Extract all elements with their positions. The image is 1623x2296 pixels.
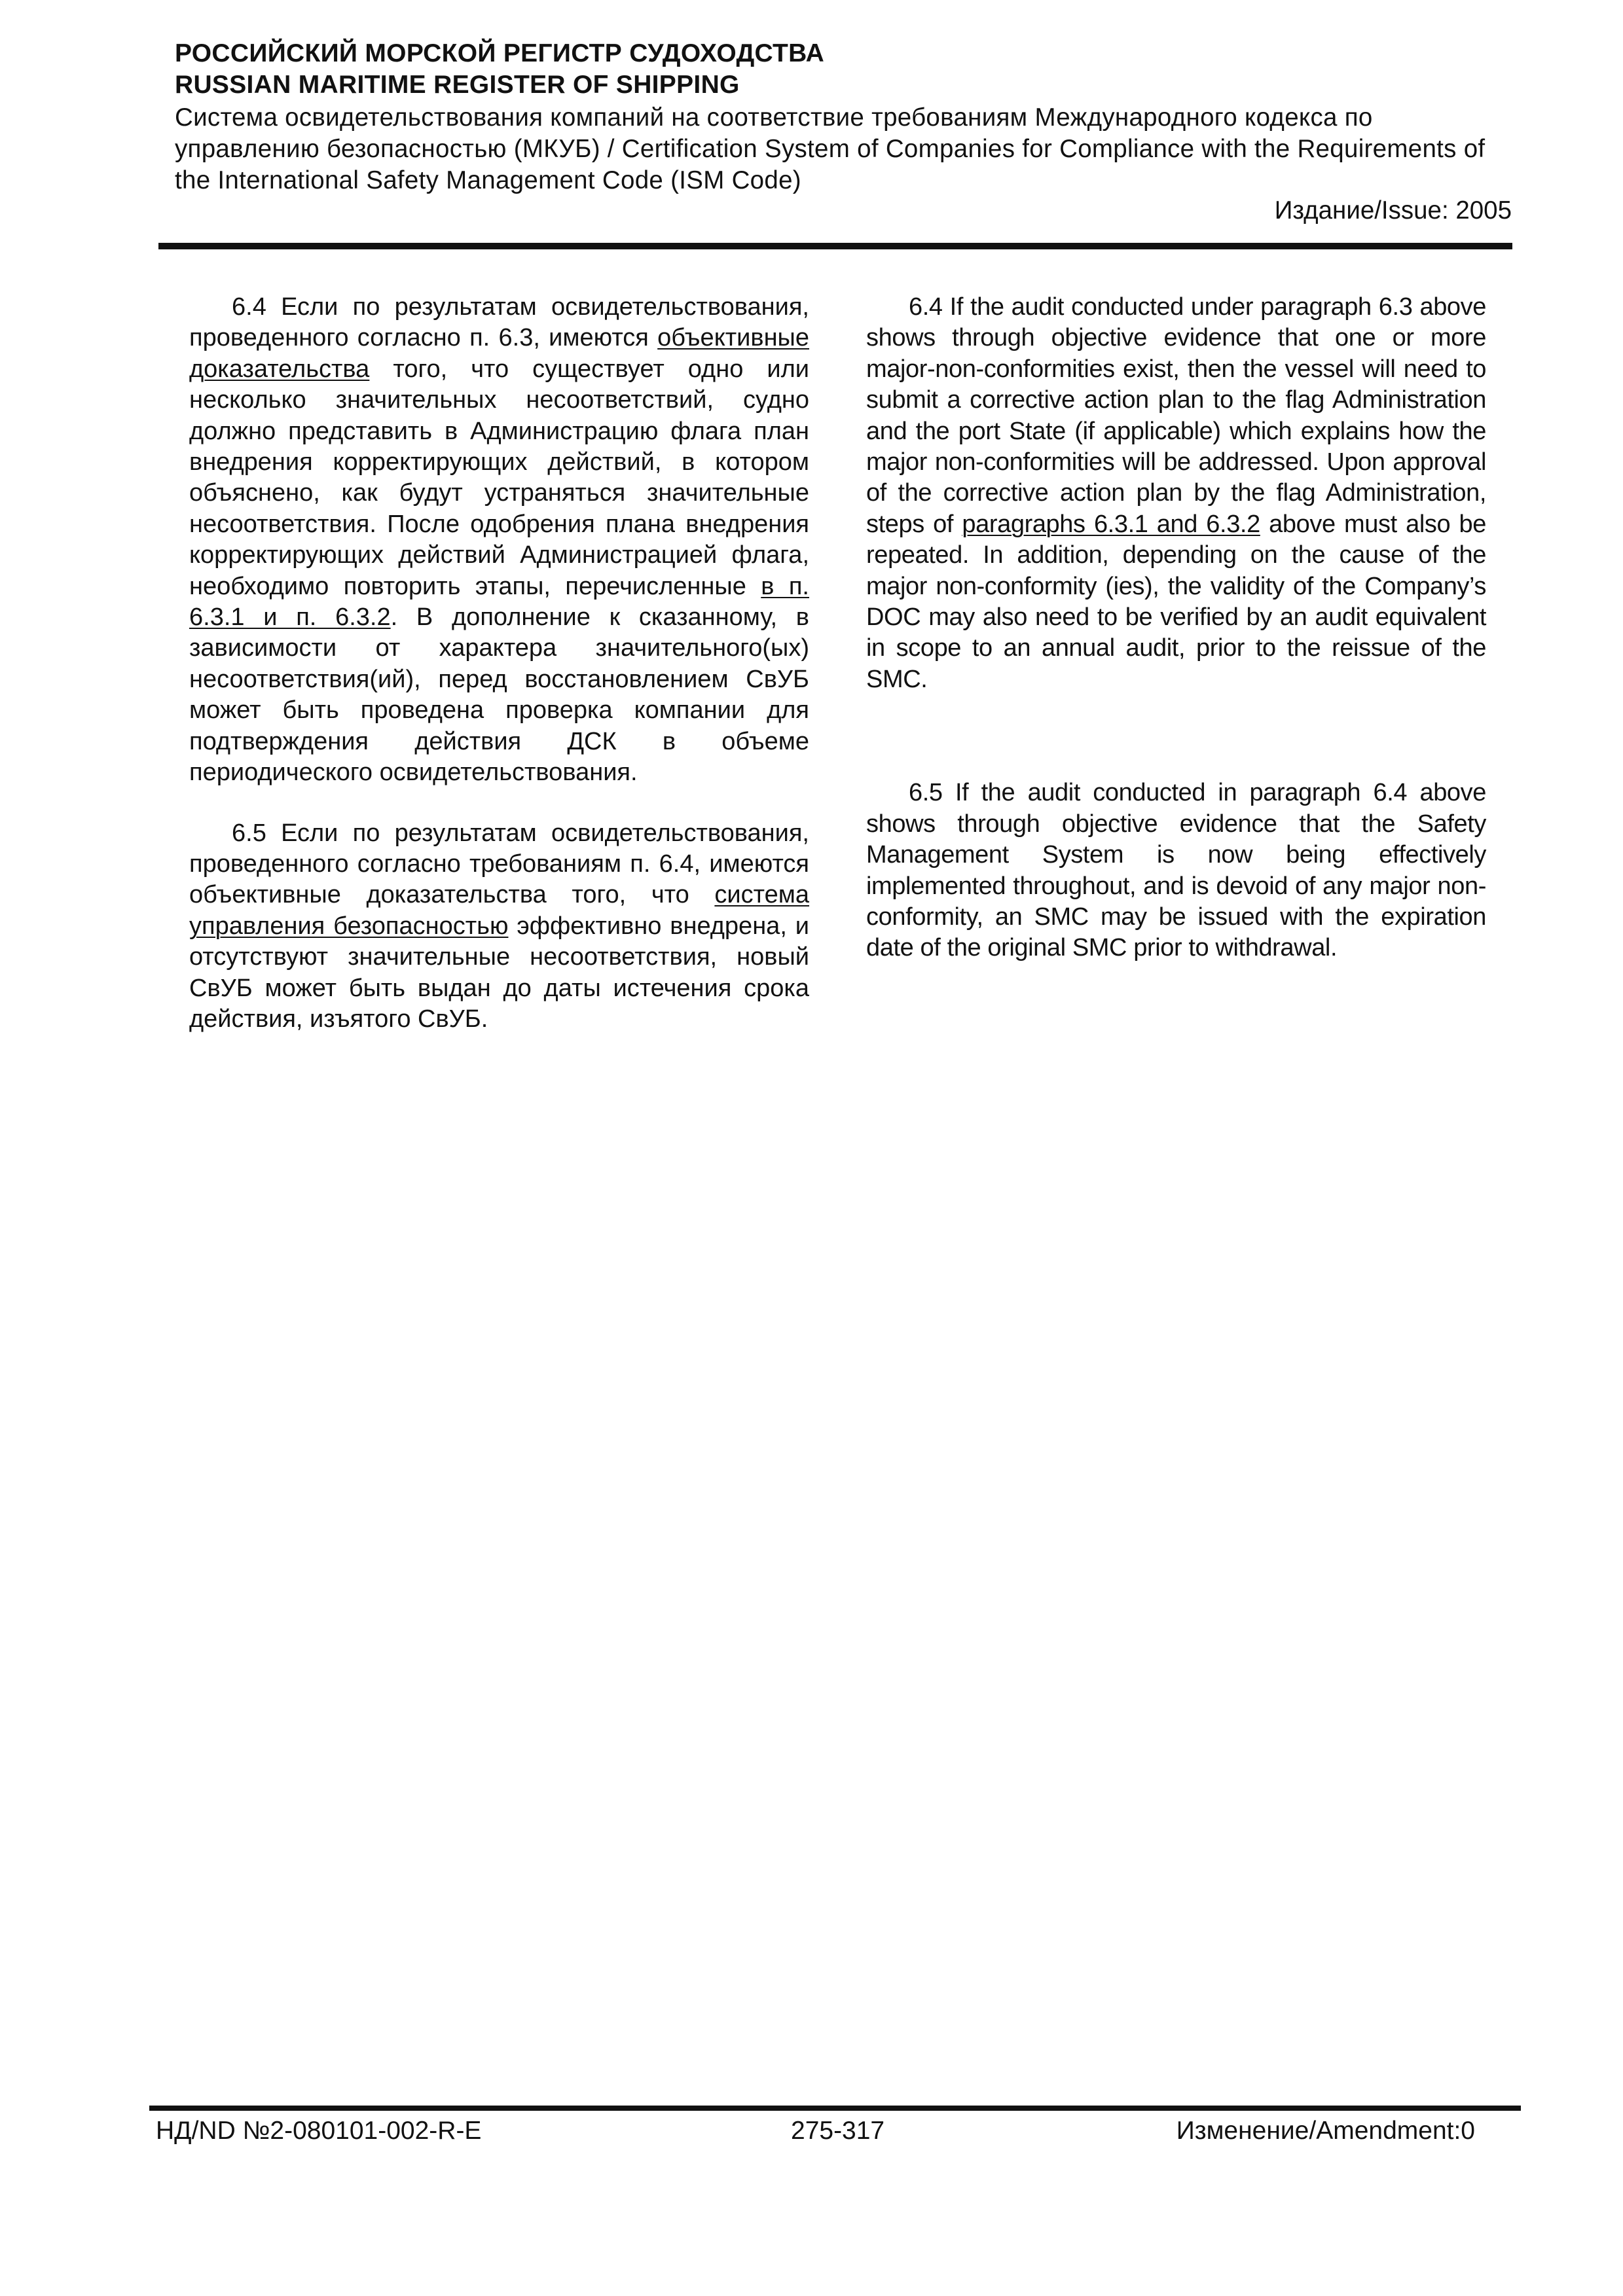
footer-amendment: Изменение/Amendment:0 <box>1176 2117 1475 2145</box>
text-run: того, что существует одно или несколько значительных несоответствий, судно должно представить в Администрацию флага план внедрения корректирующих действий, в котором объяснено, как будут устраняться значительные несоответствия. После одобрения плана внедрения корректирующих действий Администрацией флага, необходимо повторить этапы, перечисленные <box>189 355 809 600</box>
text-run: 6.5 Если по результатам освидетельствования, проведенного согласно требованиям п. 6.4, имеются объективные доказательства того, что <box>189 819 809 909</box>
footer-rule <box>149 2106 1521 2111</box>
text-run: 6.4 Если по результатам освидетельствования, проведенного согласно п. 6.3, имеются <box>189 293 809 352</box>
link-safety-management-system[interactable]: система управления безопасностью <box>189 881 809 940</box>
russian-column <box>189 292 809 1035</box>
text-run: 6.4 If the audit conducted under paragraph 6.3 above shows through objective evidence that one or more major-non-conformities exist, then the vessel will need to submit a corrective action plan to the flag Administration and the port State (if applicable) which explains how the major non-conformities will be addressed. Upon approval of the corrective action plan by the flag Administration, steps of <box>866 293 1486 538</box>
header-rule <box>158 243 1512 249</box>
english-column <box>866 292 1486 964</box>
link-paragraphs-6-3-1-6-3-2-en[interactable]: paragraphs 6.3.1 and 6.3.2 <box>962 510 1260 538</box>
document-subtitle: Система освидетельствования компаний на соответствие требованиям Международного кодекса по управлению безопасностью (МКУБ) / Certification System of Companies for Compliance with the Requirements of the International Safety Management Code (ISM Code) <box>175 103 1486 194</box>
link-objective-evidence[interactable]: объективные доказательства <box>189 324 809 383</box>
paragraph-6-5-en: 6.5 If the audit conducted in paragraph 6.4 above shows through objective evidence that the Safety Management System is now being effectively implemented throughout, and is devoid of any major non-conformity, an SMC may be issued with the expiration date of the original SMC prior to withdrawal. <box>866 779 1486 962</box>
footer-page-number: 275-317 <box>791 2117 885 2145</box>
text-run: above must also be repeated. In addition, depending on the cause of the major non-conformity (ies), the validity of the Company’s DOC may also need to be verified by an audit equivalent in scope to an annual audit, prior to the reissue of the SMC. <box>866 510 1486 693</box>
paragraph-6-4-ru <box>189 292 809 789</box>
issue-label: Издание/Issue: 2005 <box>1274 196 1512 224</box>
org-name-ru: РОССИЙСКИЙ МОРСКОЙ РЕГИСТР СУДОХОДСТВА <box>175 39 825 67</box>
link-paragraphs-6-3-1-6-3-2-ru[interactable]: в п. 6.3.1 и п. 6.3.2 <box>189 572 809 632</box>
footer-document-number: НД/ND №2-080101-002-R-E <box>156 2117 482 2145</box>
org-name-en: RUSSIAN MARITIME REGISTER OF SHIPPING <box>175 71 740 99</box>
paragraph-6-5-ru <box>189 818 809 1035</box>
text-run: эффективно внедрена, и отсутствуют значительные несоответствия, новый СвУБ может быть выдан до даты истечения срока действия, изъятого СвУБ. <box>189 912 809 1033</box>
text-run: . В дополнение к сказанному, в зависимости от характера значительного(ых) несоответствия(ий), перед восстановлением СвУБ может быть проведена проверка компании для подтверждения действия ДСК в объеме периодического освидетельствования. <box>189 603 809 787</box>
paragraph-6-4-en <box>866 292 1486 695</box>
